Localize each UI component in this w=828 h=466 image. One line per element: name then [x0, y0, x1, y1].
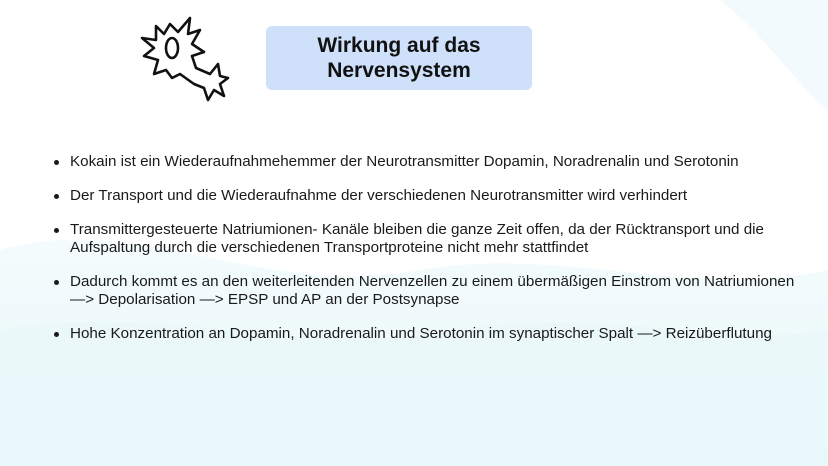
bullet-item [44, 153, 804, 171]
bullet-dot-icon [54, 332, 59, 337]
bullet-text: Transmittergesteuerte Natriumionen- Kanäle bleiben die ganze Zeit offen, da der Rücktransport und die Aufspaltung durch die verschiedenen Transportproteine nicht mehr stattfindet [70, 221, 764, 256]
bullet-text: Dadurch kommt es an den weiterleitenden Nervenzellen zu einem übermäßigen Einstrom von Natriumionen —> Depolarisation —> EPSP und AP an der Postsynapse [70, 273, 795, 308]
bullet-dot-icon [54, 160, 59, 165]
bullet-text: Kokain ist ein Wiederaufnahmehemmer der Neurotransmitter Dopamin, Noradrenalin und Serotonin [70, 153, 739, 170]
bullet-item [44, 273, 804, 309]
bullet-text: Der Transport und die Wiederaufnahme der verschiedenen Neurotransmitter wird verhindert [70, 187, 688, 204]
bullet-item [44, 187, 804, 205]
bullet-item [44, 221, 804, 257]
bullet-dot-icon [54, 228, 59, 233]
slide-title: Wirkung auf das Nervensystem [317, 34, 481, 82]
bullet-text: Hohe Konzentration an Dopamin, Noradrenalin und Serotonin im synaptischer Spalt —> Reizüberflutung [70, 325, 772, 342]
bullet-item [44, 325, 804, 343]
neuron-icon [134, 12, 230, 104]
bullet-list [44, 153, 804, 359]
title-box [266, 26, 532, 90]
bullet-dot-icon [54, 194, 59, 199]
bullet-dot-icon [54, 280, 59, 285]
